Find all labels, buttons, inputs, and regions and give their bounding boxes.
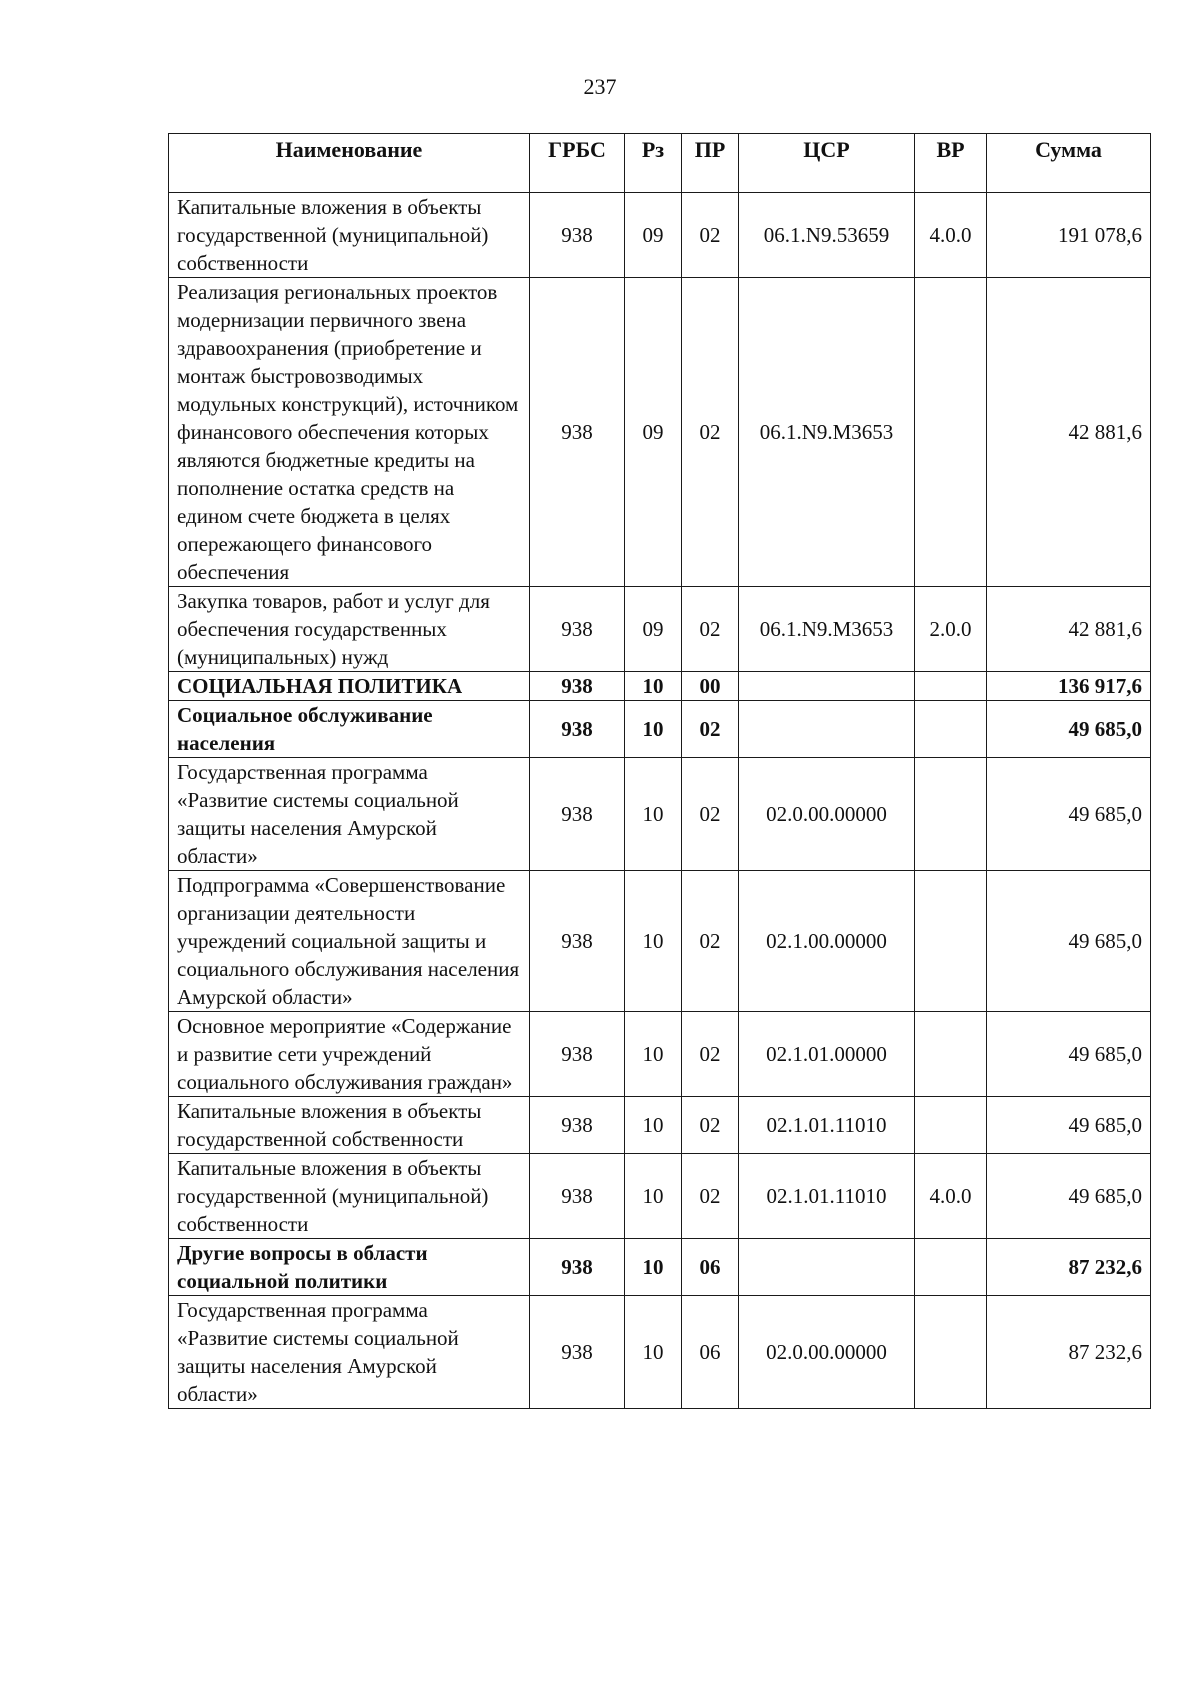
cell-vr <box>915 278 987 587</box>
cell-grbs: 938 <box>530 1296 625 1409</box>
cell-sum: 49 685,0 <box>987 701 1151 758</box>
table-row <box>169 193 1151 278</box>
table-row <box>169 278 1151 587</box>
cell-grbs: 938 <box>530 1012 625 1097</box>
cell-pr: 06 <box>682 1239 739 1296</box>
cell-vr <box>915 871 987 1012</box>
table-body <box>169 193 1151 1409</box>
cell-vr: 4.0.0 <box>915 1154 987 1239</box>
cell-grbs: 938 <box>530 672 625 701</box>
cell-pr: 02 <box>682 1097 739 1154</box>
cell-name: Социальное обслуживание населения <box>169 701 530 758</box>
table-row <box>169 1239 1151 1296</box>
cell-sum: 49 685,0 <box>987 758 1151 871</box>
cell-csr <box>739 1239 915 1296</box>
cell-vr: 4.0.0 <box>915 193 987 278</box>
header-name: Наименование <box>169 134 530 193</box>
cell-sum: 49 685,0 <box>987 871 1151 1012</box>
cell-pr: 02 <box>682 871 739 1012</box>
cell-vr <box>915 1239 987 1296</box>
cell-name: Другие вопросы в области социальной политики <box>169 1239 530 1296</box>
cell-pr: 02 <box>682 1154 739 1239</box>
header-grbs: ГРБС <box>530 134 625 193</box>
page-number: 237 <box>583 74 617 99</box>
table-header-row <box>169 134 1151 193</box>
cell-csr: 06.1.N9.M3653 <box>739 587 915 672</box>
cell-rz: 10 <box>625 758 682 871</box>
cell-pr: 02 <box>682 701 739 758</box>
table-row <box>169 871 1151 1012</box>
cell-rz: 10 <box>625 672 682 701</box>
cell-pr: 02 <box>682 1012 739 1097</box>
table-row <box>169 701 1151 758</box>
cell-name: СОЦИАЛЬНАЯ ПОЛИТИКА <box>169 672 530 701</box>
cell-rz: 09 <box>625 587 682 672</box>
cell-vr <box>915 1097 987 1154</box>
cell-sum: 136 917,6 <box>987 672 1151 701</box>
cell-name: Реализация региональных проектов модернизации первичного звена здравоохранения (приобретение и монтаж быстровозводимых модульных конструкций), источником финансового обеспечения которых являются бюджетные кредиты на пополнение остатка средств на едином счете бюджета в целях опережающего финансового обеспечения <box>169 278 530 587</box>
cell-pr: 02 <box>682 587 739 672</box>
cell-vr <box>915 758 987 871</box>
cell-grbs: 938 <box>530 1239 625 1296</box>
cell-pr: 02 <box>682 193 739 278</box>
cell-name: Государственная программа «Развитие системы социальной защиты населения Амурской области» <box>169 758 530 871</box>
cell-name: Капитальные вложения в объекты государственной (муниципальной) собственности <box>169 193 530 278</box>
cell-vr <box>915 1012 987 1097</box>
cell-grbs: 938 <box>530 193 625 278</box>
cell-csr: 02.0.00.00000 <box>739 1296 915 1409</box>
header-pr: ПР <box>682 134 739 193</box>
table-row <box>169 1097 1151 1154</box>
cell-csr: 06.1.N9.53659 <box>739 193 915 278</box>
cell-rz: 10 <box>625 1154 682 1239</box>
cell-grbs: 938 <box>530 871 625 1012</box>
cell-csr: 02.1.01.00000 <box>739 1012 915 1097</box>
cell-vr <box>915 672 987 701</box>
header-rz: Рз <box>625 134 682 193</box>
cell-sum: 87 232,6 <box>987 1239 1151 1296</box>
cell-rz: 10 <box>625 1012 682 1097</box>
cell-grbs: 938 <box>530 1154 625 1239</box>
cell-rz: 10 <box>625 871 682 1012</box>
table-row <box>169 1012 1151 1097</box>
cell-pr: 06 <box>682 1296 739 1409</box>
cell-csr: 06.1.N9.M3653 <box>739 278 915 587</box>
table-row <box>169 1154 1151 1239</box>
cell-sum: 191 078,6 <box>987 193 1151 278</box>
cell-name: Подпрограмма «Совершенствование организации деятельности учреждений социальной защиты и социального обслуживания населения Амурской области» <box>169 871 530 1012</box>
cell-sum: 49 685,0 <box>987 1012 1151 1097</box>
cell-sum: 49 685,0 <box>987 1097 1151 1154</box>
cell-vr <box>915 701 987 758</box>
cell-rz: 09 <box>625 193 682 278</box>
cell-vr: 2.0.0 <box>915 587 987 672</box>
cell-grbs: 938 <box>530 278 625 587</box>
cell-name: Государственная программа «Развитие системы социальной защиты населения Амурской области» <box>169 1296 530 1409</box>
cell-sum: 49 685,0 <box>987 1154 1151 1239</box>
table-row <box>169 587 1151 672</box>
cell-pr: 02 <box>682 278 739 587</box>
cell-pr: 02 <box>682 758 739 871</box>
cell-rz: 10 <box>625 1239 682 1296</box>
cell-csr <box>739 701 915 758</box>
table-row <box>169 672 1151 701</box>
cell-rz: 09 <box>625 278 682 587</box>
cell-grbs: 938 <box>530 587 625 672</box>
cell-csr: 02.0.00.00000 <box>739 758 915 871</box>
cell-grbs: 938 <box>530 701 625 758</box>
cell-pr: 00 <box>682 672 739 701</box>
table-row <box>169 1296 1151 1409</box>
cell-csr: 02.1.01.11010 <box>739 1097 915 1154</box>
budget-table <box>168 133 1151 1409</box>
cell-sum: 42 881,6 <box>987 587 1151 672</box>
cell-grbs: 938 <box>530 758 625 871</box>
cell-csr: 02.1.00.00000 <box>739 871 915 1012</box>
header-vr: ВР <box>915 134 987 193</box>
cell-grbs: 938 <box>530 1097 625 1154</box>
cell-sum: 42 881,6 <box>987 278 1151 587</box>
header-sum: Сумма <box>987 134 1151 193</box>
cell-vr <box>915 1296 987 1409</box>
cell-sum: 87 232,6 <box>987 1296 1151 1409</box>
header-csr: ЦСР <box>739 134 915 193</box>
cell-name: Капитальные вложения в объекты государственной собственности <box>169 1097 530 1154</box>
cell-name: Основное мероприятие «Содержание и развитие сети учреждений социального обслуживания граждан» <box>169 1012 530 1097</box>
cell-name: Закупка товаров, работ и услуг для обеспечения государственных (муниципальных) нужд <box>169 587 530 672</box>
cell-csr: 02.1.01.11010 <box>739 1154 915 1239</box>
table-row <box>169 758 1151 871</box>
cell-rz: 10 <box>625 701 682 758</box>
cell-name: Капитальные вложения в объекты государственной (муниципальной) собственности <box>169 1154 530 1239</box>
cell-csr <box>739 672 915 701</box>
cell-rz: 10 <box>625 1097 682 1154</box>
cell-rz: 10 <box>625 1296 682 1409</box>
